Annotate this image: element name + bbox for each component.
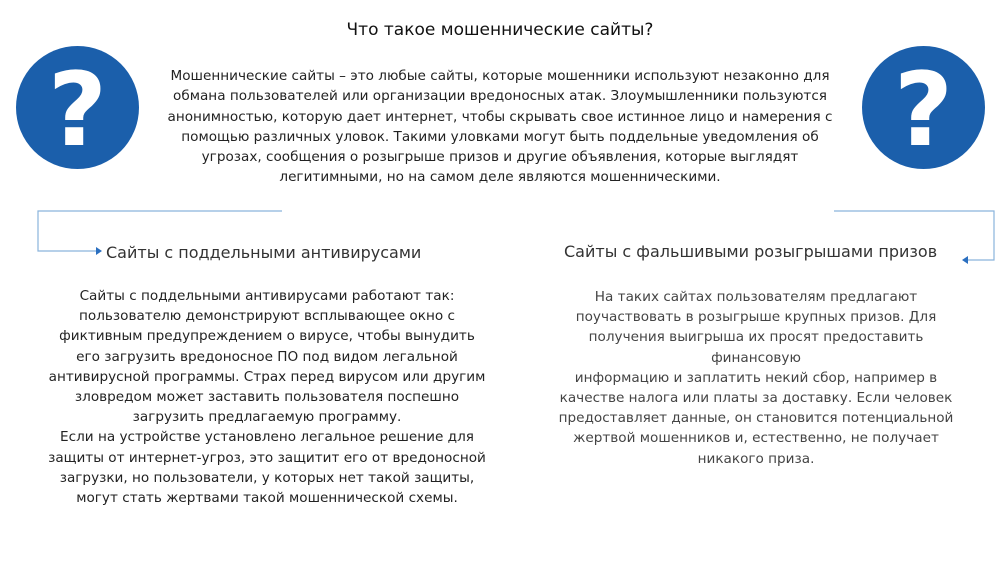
left-arrow-icon: [96, 247, 102, 255]
paragraph: Сайты с поддельными антивирусами работают так: пользователю демонстрируют всплывающее окно с фиктивным предупреждением о вирусе, чтобы вынудить его загрузить вредоносное ПО под видом легальной антивирусной программы. Страх перед вирусом или другим зловредом может заставить пользователя поспешно загрузить предлагаемую программу.: [48, 288, 486, 426]
page-title: Что такое мошеннические сайты?: [346, 20, 654, 40]
fake-antivirus-description: [48, 286, 486, 508]
paragraph: информацию и заплатить некий сбор, например в качестве налога или платы за доставку. Если человек предоставляет данные, он становится потенциальной жертвой мошенников и, естественно, не получает никакого приза.: [558, 369, 954, 467]
fake-prizes-description: [546, 287, 966, 469]
paragraph: Если на устройстве установлено легальное решение для защиты от интернет-угроз, это защитит его от вредоносной загрузки, но пользователи, у которых нет такой защиты, могут стать жертвами такой мошеннической схемы.: [48, 429, 486, 507]
section-title-fake-prizes: Сайты с фальшивыми розыгрышами призов: [564, 242, 938, 261]
svg-text:?: ?: [893, 51, 954, 169]
section-title-fake-antivirus: Сайты с поддельными антивирусами: [106, 243, 422, 262]
intro-text: Мошеннические сайты – это любые сайты, которые мошенники используют незаконно для обмана пользователей или организации вредоносных атак. Злоумышленники пользуются анонимностью, которую дает интернет, чтобы скрывать свое истинное лицо и намерения с помощью различных уловок. Такими уловками могут быть поддельные уведомления об угрозах, сообщения о розыгрыше призов и другие объявления, которые выглядят легитимными, но на самом деле являются мошенническими.: [167, 68, 833, 186]
right-arrow-icon: [962, 256, 968, 264]
svg-text:?: ?: [47, 51, 108, 169]
paragraph: На таких сайтах пользователям предлагают поучаствовать в розыгрыше крупных призов. Для получения выигрыша их просят предоставить финансовую: [575, 289, 937, 366]
